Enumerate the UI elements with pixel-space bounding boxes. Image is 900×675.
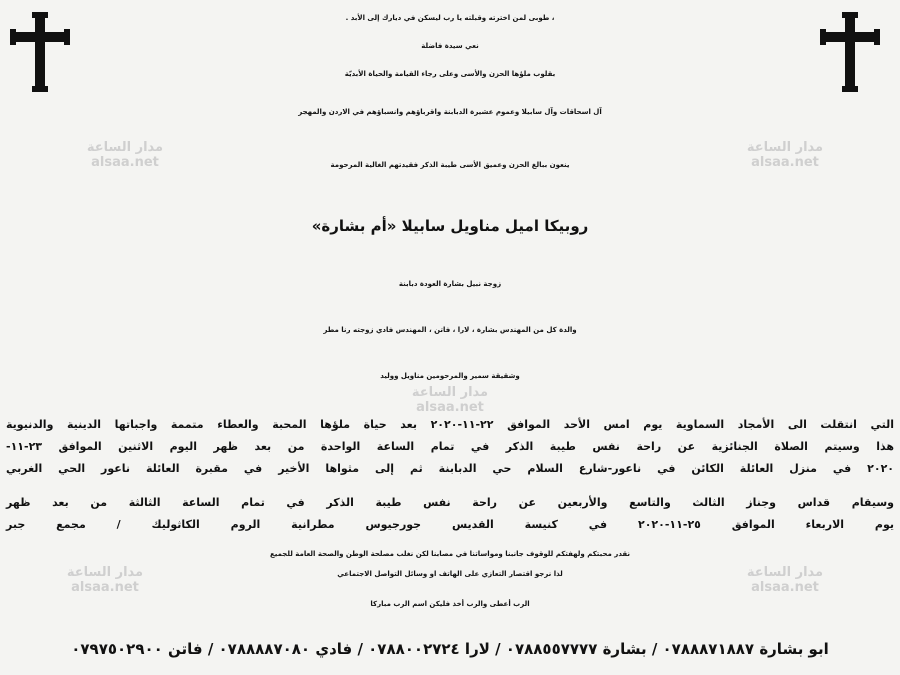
- watermark-top-left: مدار الساعة alsaa.net: [86, 140, 164, 170]
- contacts-line: ابو بشارة ٠٧٨٨٨٧١٨٨٧ / بشارة ٠٧٨٨٥٥٧٧٧٧ / لارا ٠٧٨٨٠٠٢٧٢٤ / فادي ٠٧٨٨٨٨٧٠٨٠ / فاتن ٠٧٩٧٥٠٢٩٠٠: [71, 640, 829, 658]
- hearts-line: بقلوب ملؤها الحزن والأسى وعلى رجاء القيامة والحياة الأبديّة: [344, 70, 556, 78]
- covid-note-line-2: لذا نرجو اقتصار التعازي على الهاتف او وسائل التواصل الاجتماعي: [337, 570, 563, 578]
- mother-of-line: والدة كل من المهندس بشارة ، لارا ، فاتن ، المهندس فادي زوجته رنا مطر: [323, 326, 577, 334]
- service-line-2: يوم الاربعاء الموافق ٢٥-١١-٢٠٢٠ في كنيسة القديس جورجيوس مطرانية الروم الكاثوليك / مجمع جبر: [6, 518, 894, 531]
- sister-of-line: وشقيقة سمير والمرحومين مناويل ووليد: [380, 372, 520, 380]
- body-line-1: التي انتقلت الى الأمجاد السماوية يوم امس الأحد الموافق ٢٢-١١-٢٠٢٠ بعد حياة ملؤها المحبة والعطاء متممة واجباتها الدينية والدنيوية: [6, 418, 894, 431]
- deceased-name: روبيكا اميل مناويل سابيلا «أم بشارة»: [311, 217, 589, 235]
- closing-verse: الرب أعطى والرب أخذ فليكن اسم الرب مباركا: [370, 600, 530, 608]
- watermark-bottom-right: مدار الساعة alsaa.net: [746, 565, 824, 595]
- cross-icon-right: [822, 14, 878, 90]
- families-line: آل اسحاقات وآل سابيلا وعموم عشيرة الدبابنة واقرباؤهم وانسباؤهم في الاردن والمهجر: [298, 108, 602, 116]
- top-verse: ، طوبى لمن اخترته وقبلته يا رب ليسكن في ديارك إلى الأبد .: [345, 14, 555, 22]
- watermark-bottom-left: مدار الساعة alsaa.net: [66, 565, 144, 595]
- watermark-top-right: مدار الساعة alsaa.net: [746, 140, 824, 170]
- body-line-2: هذا وسيتم الصلاة الجنائزية عن راحة نفس طيبة الذكر في تمام الساعة الواحدة من بعد ظهر اليوم الاثنين الموافق ٢٣-١١-: [6, 440, 894, 453]
- mourn-line: نعي سيدة فاضلة: [421, 42, 479, 50]
- body-line-3: ٢٠٢٠ في منزل العائلة الكائن في ناعور-شارع السلام حي الدبابنة ثم إلى مثواها الأخير في مقبرة العائلة ناعور الحي الغربي: [6, 462, 894, 475]
- service-line-1: وسيقام قداس وجناز الثالث والتاسع والأربعين عن راحة نفس طيبة الذكر في تمام الساعة الثالثة من بعد ظهر: [6, 496, 894, 509]
- covid-note-line-1: نقدر محبتكم ولهفتكم للوقوف جانبنا ومواساتنا في مصابنا لكن نغلب مصلحة الوطن والصحة العامة للجميع: [269, 550, 631, 558]
- announce-line: ينعون ببالغ الحزن وعميق الأسى طيبة الذكر فقيدتهم الغالية المرحومة: [330, 161, 570, 169]
- wife-of-line: زوجة نبيل بشارة العودة دبابنة: [398, 280, 502, 288]
- watermark-center: مدار الساعة alsaa.net: [411, 385, 489, 415]
- cross-icon-left: [12, 14, 68, 90]
